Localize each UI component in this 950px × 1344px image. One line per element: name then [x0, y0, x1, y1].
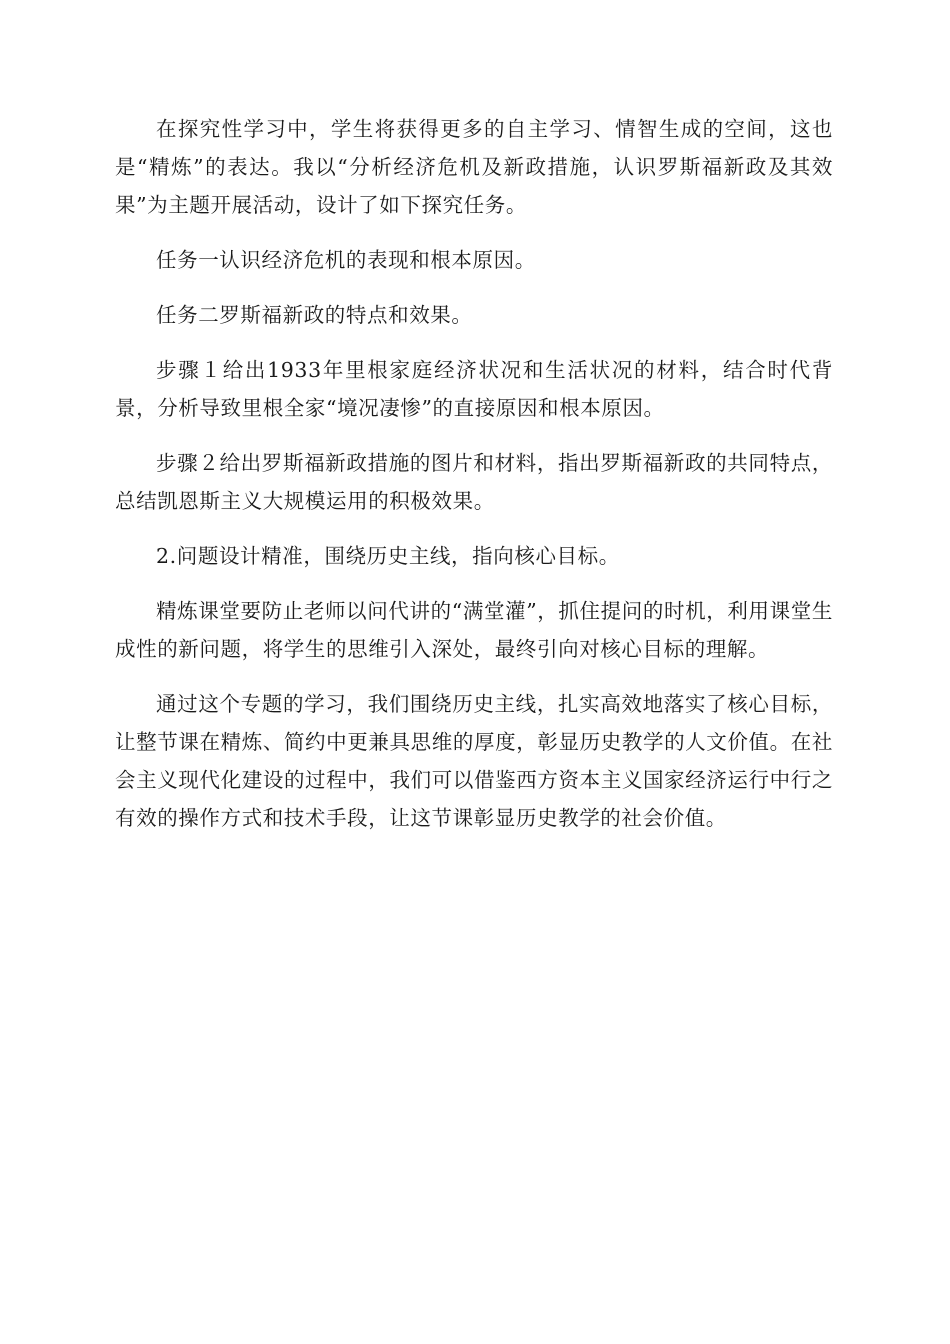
document-body	[115, 110, 833, 854]
paragraph-step-two: 步骤２给出罗斯福新政措施的图片和材料，指出罗斯福新政的共同特点，总结凯恩斯主义大规模运用的积极效果。	[115, 451, 833, 513]
paragraph-task-one: 任务一认识经济危机的表现和根本原因。	[156, 248, 536, 272]
paragraph-inquiry-intro: 在探究性学习中，学生将获得更多的自主学习、情智生成的空间，这也是“精炼”的表达。我以“分析经济危机及新政措施，认识罗斯福新政及其效果”为主题开展活动，设计了如下探究任务。	[115, 117, 833, 217]
paragraph-step-one: 步骤１给出1933年里根家庭经济状况和生活状况的材料，结合时代背景，分析导致里根全家“境况凄惨”的直接原因和根本原因。	[115, 358, 833, 420]
paragraph-task-two: 任务二罗斯福新政的特点和效果。	[156, 303, 473, 327]
paragraph-conclusion: 通过这个专题的学习，我们围绕历史主线，扎实高效地落实了核心目标，让整节课在精炼、简约中更兼具思维的厚度，彰显历史教学的人文价值。在社会主义现代化建设的过程中，我们可以借鉴西方资本主义国家经济运行中行之有效的操作方式和技术手段，让这节课彰显历史教学的社会价值。	[115, 692, 833, 830]
paragraph-section-heading: 2.问题设计精准，围绕历史主线，指向核心目标。	[156, 544, 620, 568]
paragraph-questioning: 精炼课堂要防止老师以问代讲的“满堂灌”，抓住提问的时机，利用课堂生成性的新问题，将学生的思维引入深处，最终引向对核心目标的理解。	[115, 599, 833, 661]
